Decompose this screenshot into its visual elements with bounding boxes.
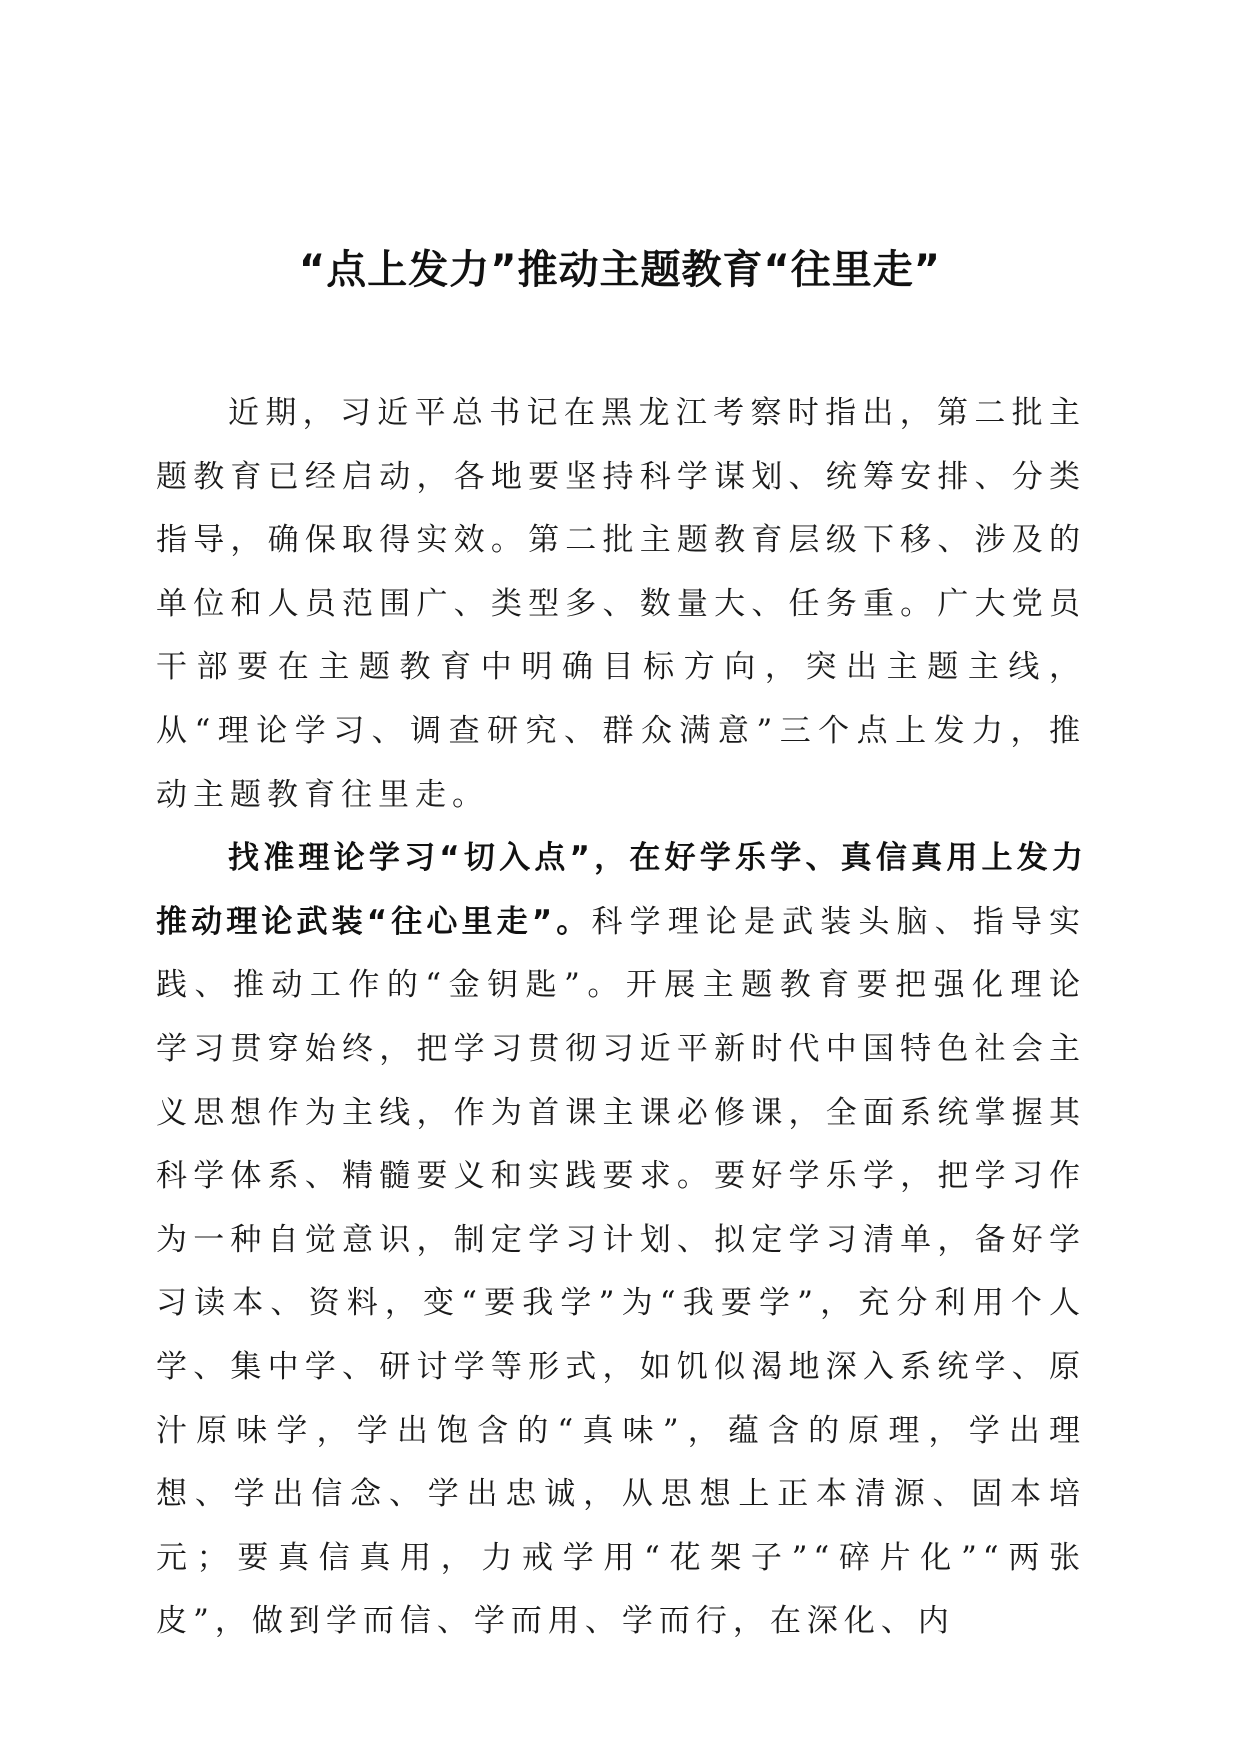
paragraph-theory-study	[156, 827, 1086, 1654]
paragraph-lead: 找准理论学习“切入点”，在好学乐学、真信真用上发力推动理论武装“往心里走”。	[156, 840, 1086, 940]
document-body	[156, 382, 1086, 1654]
paragraph-text: 科学理论是武装头脑、指导实践、推动工作的“金钥匙”。开展主题教育要把强化理论学习贯穿始终，把学习贯彻习近平新时代中国特色社会主义思想作为主线，作为首课主课必修课，全面系统掌握其科学体系、精髓要义和实践要求。要好学乐学，把学习作为一种自觉意识，制定学习计划、拟定学习清单，备好学习读本、资料，变“要我学”为“我要学”，充分利用个人学、集中学、研讨学等形式，如饥似渴地深入系统学、原汁原味学，学出饱含的“真味”，蕴含的原理，学出理想、学出信念、学出忠诚，从思想上正本清源、固本培元；要真信真用，力戒学用“花架子”“碎片化”“两张皮”，做到学而信、学而用、学而行，在深化、内	[156, 903, 1086, 1640]
document-title: “点上发力”推动主题教育“往里走”	[298, 246, 942, 293]
paragraph-intro	[156, 382, 1086, 827]
paragraph-text: 近期，习近平总书记在黑龙江考察时指出，第二批主题教育已经启动，各地要坚持科学谋划、统筹安排、分类指导，确保取得实效。第二批主题教育层级下移、涉及的单位和人员范围广、类型多、数量大、任务重。广大党员干部要在主题教育中明确目标方向，突出主题主线，从“理论学习、调查研究、群众满意”三个点上发力，推动主题教育往里走。	[156, 395, 1086, 813]
